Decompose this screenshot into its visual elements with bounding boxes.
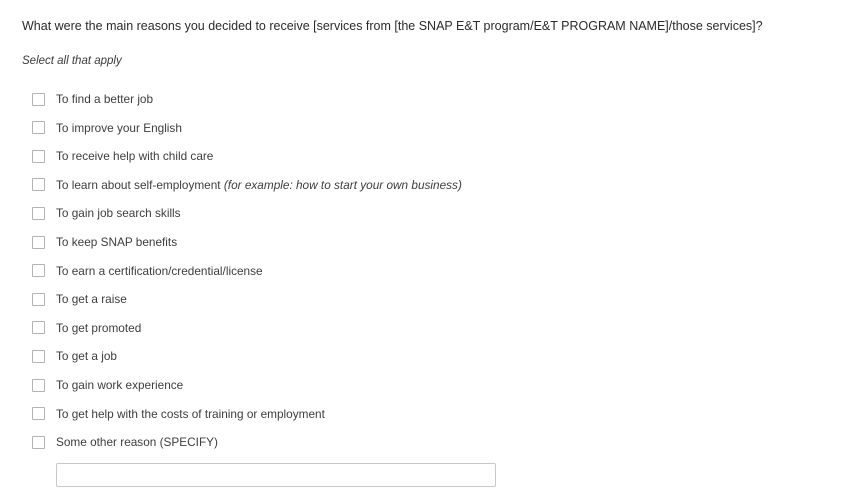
list-item[interactable] [22, 199, 830, 228]
option-label: Some other reason (SPECIFY) [56, 435, 218, 450]
option-label: To find a better job [56, 92, 154, 107]
checkbox-icon[interactable] [32, 379, 45, 392]
option-label: To keep SNAP benefits [56, 235, 178, 250]
list-item[interactable] [22, 142, 830, 171]
option-label: To receive help with child care [56, 149, 214, 164]
specify-field-wrapper [56, 463, 830, 487]
checkbox-icon[interactable] [32, 264, 45, 277]
list-item[interactable] [22, 371, 830, 400]
options-list [22, 85, 830, 457]
list-item[interactable] [22, 228, 830, 257]
option-label: To gain job search skills [56, 206, 181, 221]
option-label: To get promoted [56, 320, 142, 335]
question-text: What were the main reasons you decided to receive [services from [the SNAP E&T program/E&T PROGRAM NAME]/those services]? [22, 19, 763, 33]
list-item[interactable] [22, 85, 830, 114]
checkbox-icon[interactable] [32, 321, 45, 334]
page-right-edge [848, 0, 852, 498]
option-label-hint: (for example: how to start your own business) [223, 177, 462, 192]
checkbox-icon[interactable] [32, 293, 45, 306]
checkbox-icon[interactable] [32, 121, 45, 134]
option-label: To gain work experience [56, 378, 184, 393]
list-item[interactable] [22, 285, 830, 314]
checkbox-icon[interactable] [32, 436, 45, 449]
option-label-main: To learn about self-employment [56, 177, 224, 192]
option-label: To get a job [56, 349, 117, 364]
checkbox-icon[interactable] [32, 350, 45, 363]
option-label: To get a raise [56, 292, 127, 307]
checkbox-icon[interactable] [32, 150, 45, 163]
option-label: To get help with the costs of training or employment [56, 406, 325, 421]
option-label [56, 178, 462, 192]
checkbox-icon[interactable] [32, 207, 45, 220]
specify-input[interactable] [56, 463, 496, 487]
list-item[interactable] [22, 171, 830, 200]
checkbox-icon[interactable] [32, 236, 45, 249]
list-item[interactable] [22, 342, 830, 371]
list-item[interactable] [22, 399, 830, 428]
list-item[interactable] [22, 428, 830, 457]
checkbox-icon[interactable] [32, 407, 45, 420]
checkbox-icon[interactable] [32, 93, 45, 106]
option-label: To improve your English [56, 120, 182, 135]
list-item[interactable] [22, 113, 830, 142]
list-item[interactable] [22, 314, 830, 343]
list-item[interactable] [22, 256, 830, 285]
option-label: To earn a certification/credential/license [56, 263, 263, 278]
checkbox-icon[interactable] [32, 178, 45, 191]
instruction-text: Select all that apply [22, 54, 122, 67]
